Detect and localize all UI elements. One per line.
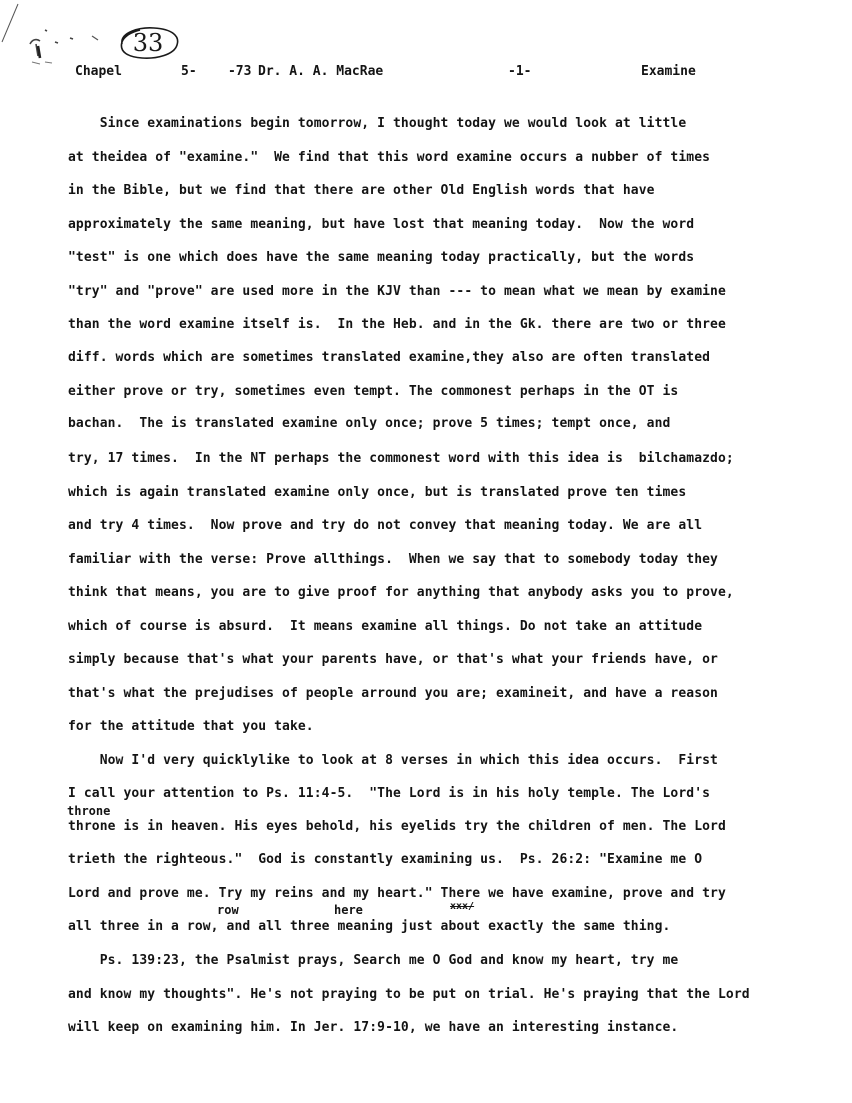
header-page-number: -1- bbox=[508, 64, 532, 79]
text-line: throne is in heaven. His eyes behold, his eyelids try the children of men. The Lord bbox=[68, 819, 726, 834]
text-line: approximately the same meaning, but have lost that meaning today. Now the word bbox=[68, 217, 695, 232]
struck-row: xxx/ bbox=[450, 901, 475, 912]
text-line: trieth the righteous." God is constantly examining us. Ps. 26:2: "Examine me O bbox=[68, 852, 703, 867]
text-line: diff. words which are sometimes translated examine,they also are often translated bbox=[68, 350, 711, 365]
text-line: I call your attention to Ps. 11:4-5. "The Lord is in his holy temple. The Lord's bbox=[68, 786, 711, 801]
text-line: which of course is absurd. It means examine all things. Do not take an attitude bbox=[68, 619, 703, 634]
page-number-text: 33 bbox=[132, 29, 164, 57]
text-line: which is again translated examine only once, but is translated prove ten times bbox=[68, 485, 687, 500]
header-author: Dr. A. A. MacRae bbox=[258, 64, 384, 79]
text-line: either prove or try, sometimes even tempt. The commonest perhaps in the OT is bbox=[68, 384, 679, 399]
handwritten-page-number bbox=[117, 27, 179, 59]
text-line: all three in a row, and all three meaning just about exactly the same thing. bbox=[68, 919, 671, 934]
insertion-throne: throne bbox=[67, 804, 111, 818]
text-line: Now I'd very quicklylike to look at 8 verses in which this idea occurs. First bbox=[68, 753, 718, 768]
text-line: for the attitude that you take. bbox=[68, 719, 314, 734]
text-line: and know my thoughts". He's not praying to be put on trial. He's praying that the Lord bbox=[68, 987, 750, 1002]
text-line: at theidea of "examine." We find that this word examine occurs a nubber of times bbox=[68, 150, 711, 165]
text-line: bachan. The is translated examine only once; prove 5 times; tempt once, and bbox=[68, 416, 671, 431]
text-line: familiar with the verse: Prove allthings. When we say that to somebody today they bbox=[68, 552, 718, 567]
text-line: that's what the prejudises of people arround you are; examineit, and have a reason bbox=[68, 686, 718, 701]
text-line: Since examinations begin tomorrow, I thought today we would look at little bbox=[68, 116, 687, 131]
insertion-here: here bbox=[334, 903, 363, 917]
header-date: 5- -73 bbox=[181, 64, 252, 79]
text-line: will keep on examining him. In Jer. 17:9-10, we have an interesting instance. bbox=[68, 1020, 679, 1035]
text-line: "test" is one which does have the same meaning today practically, but the words bbox=[68, 250, 695, 265]
header-topic: Examine bbox=[641, 64, 696, 79]
text-line: in the Bible, but we find that there are other Old English words that have bbox=[68, 183, 655, 198]
header-chapel: Chapel bbox=[75, 64, 122, 79]
text-line: think that means, you are to give proof for anything that anybody asks you to prove, bbox=[68, 585, 734, 600]
text-line: "try" and "prove" are used more in the KJV than --- to mean what we mean by examine bbox=[68, 284, 726, 299]
text-line: simply because that's what your parents have, or that's what your friends have, or bbox=[68, 652, 718, 667]
text-line: and try 4 times. Now prove and try do not convey that meaning today. We are all bbox=[68, 518, 703, 533]
insertion-row: row bbox=[217, 903, 239, 917]
text-line: than the word examine itself is. In the Heb. and in the Gk. there are two or three bbox=[68, 317, 726, 332]
text-line: Lord and prove me. Try my reins and my heart." There we have examine, prove and try bbox=[68, 886, 726, 901]
text-line: try, 17 times. In the NT perhaps the commonest word with this idea is bilchamazdo; bbox=[68, 451, 734, 466]
text-line: Ps. 139:23, the Psalmist prays, Search me O God and know my heart, try me bbox=[68, 953, 679, 968]
